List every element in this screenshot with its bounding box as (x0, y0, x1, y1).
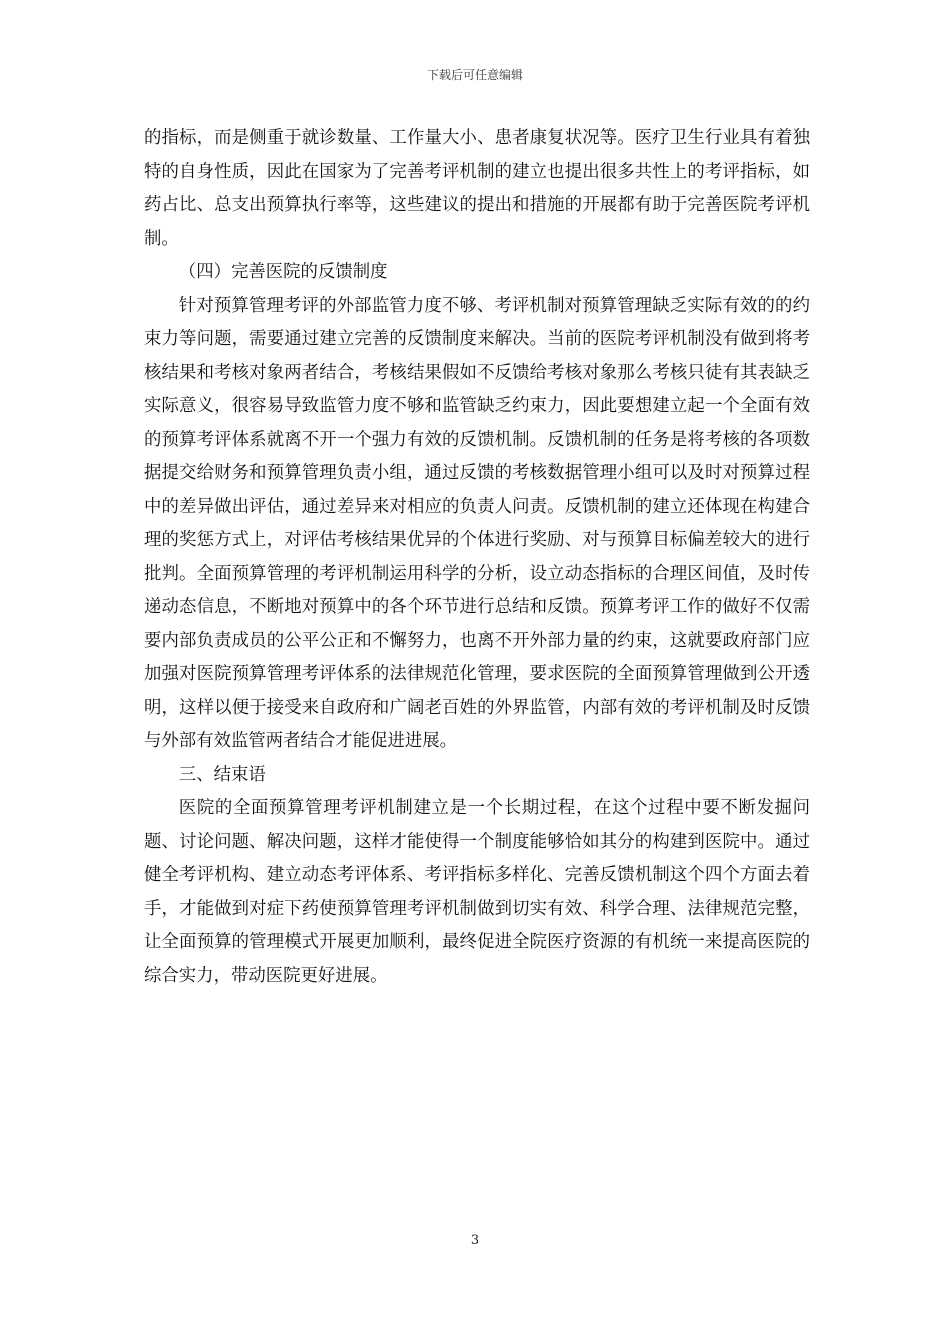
page-header: 下载后可任意编辑 (426, 68, 523, 82)
paragraph-continued: 的指标，而是侧重于就诊数量、工作量大小、患者康复状况等。医疗卫生行业具有着独特的自身性质，因此在国家为了完善考评机制的建立也提出很多共性上的考评指标，如药占比、总支出预算执行率等，这些建议的提出和措施的开展都有助于完善医院考评机制。 (144, 128, 810, 249)
section-heading-feedback: （四）完善医院的反馈制度 (178, 262, 388, 282)
page-number: 3 (470, 1233, 480, 1248)
section-heading-conclusion: 三、结束语 (178, 764, 266, 785)
paragraph-feedback: 针对预算管理考评的外部监管力度不够、考评机制对预算管理缺乏实际有效的的约束力等问题，需要通过建立完善的反馈制度来解决。当前的医院考评机制没有做到将考核结果和考核对象两者结合，考核结果假如不反馈给考核对象那么考核只徒有其表缺乏实际意义，很容易导致监管力度不够和监管缺乏约束力，因此要想建立起一个全面有效的预算考评体系就离不开一个强力有效的反馈机制。反馈机制的任务是将考核的各项数据提交给财务和预算管理负责小组，通过反馈的考核数据管理小组可以及时对预算过程中的差异做出评估，通过差异来对相应的负责人问责。反馈机制的建立还体现在构建合理的奖惩方式上，对评估考核结果优异的个体进行奖励、对与预算目标偏差较大的进行批判。全面预算管理的考评机制运用科学的分析，设立动态指标的合理区间值，及时传递动态信息，不断地对预算中的各个环节进行总结和反馈。预算考评工作的做好不仅需要内部负责成员的公平公正和不懈努力，也离不开外部力量的约束，这就要政府部门应加强对医院预算管理考评体系的法律规范化管理，要求医院的全面预算管理做到公开透明，这样以便于接受来自政府和广阔老百姓的外界监管，内部有效的考评机制及时反馈与外部有效监管两者结合才能促进进展。 (144, 295, 810, 751)
document-body (144, 122, 810, 993)
paragraph-conclusion: 医院的全面预算管理考评机制建立是一个长期过程，在这个过程中要不断发掘问题、讨论问题、解决问题，这样才能使得一个制度能够恰如其分的构建到医院中。通过健全考评机构、建立动态考评体系、考评指标多样化、完善反馈机制这个四个方面去着手，才能做到对症下药使预算管理考评机制做到切实有效、科学合理、法律规范完整，让全面预算的管理模式开展更加顺利，最终促进全院医疗资源的有机统一来提高医院的综合实力，带动医院更好进展。 (144, 798, 810, 986)
